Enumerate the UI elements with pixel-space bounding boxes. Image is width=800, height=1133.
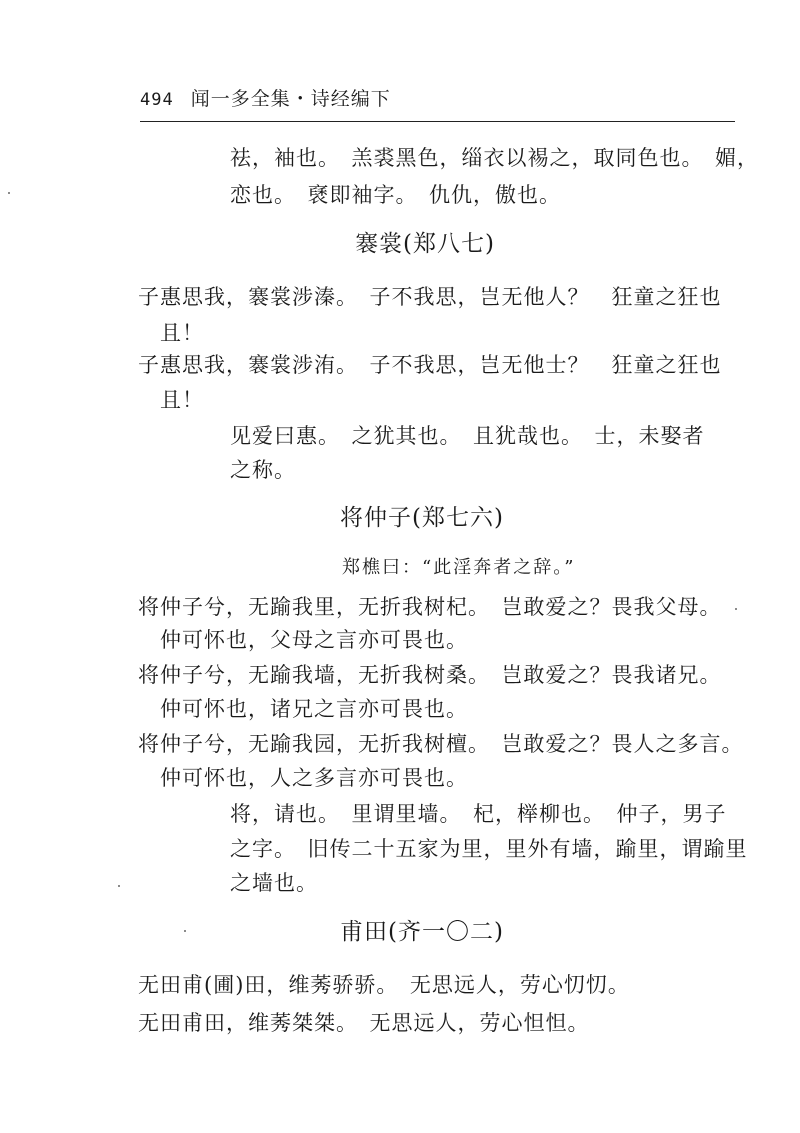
note-line: 恋也。 褎即袖字。 仇仇，傲也。 [230,183,561,207]
poem-line: 子惠思我，褰裳涉洧。 子不我思，岂无他士？ 狂童之狂也 [138,353,722,377]
note-line: 将，请也。 里谓里墙。 杞，榉柳也。 仲子，男子 [230,802,727,826]
poem-line: 将仲子兮，无踰我园，无折我树檀。 岂敢爱之？畏人之多言。 [138,732,744,756]
poem-line: 将仲子兮，无踰我墙，无折我树桑。 岂敢爱之？畏我诸兄。 [138,663,722,687]
poem-line: 仲可怀也，父母之言亦可畏也。 [160,628,468,652]
poem-line: 仲可怀也，诸兄之言亦可畏也。 [160,697,468,721]
quote-line: 郑樵曰：“此淫奔者之辞。” [342,557,576,578]
scan-speck [8,192,10,194]
running-title: 闻一多全集・诗经编下 [190,88,391,110]
poem-title: 褰裳(郑八七) [355,231,495,257]
note-line: 之称。 [230,458,296,482]
poem-line: 仲可怀也，人之多言亦可畏也。 [160,766,468,790]
poem-line: 将仲子兮，无踰我里，无折我树杞。 岂敢爱之？畏我父母。 [138,595,722,619]
poem-title: 甫田(齐一〇二) [340,919,504,945]
page-number: 494 [140,90,174,110]
poem-line: 且！ [160,388,204,412]
header-rule [140,121,735,122]
poem-line: 子惠思我，褰裳涉溱。 子不我思，岂无他人？ 狂童之狂也 [138,285,722,309]
poem-line: 无田甫田，维莠桀桀。 无思远人，劳心怛怛。 [138,1011,590,1035]
poem-line: 无田甫(圃)田，维莠骄骄。 无思远人，劳心忉忉。 [138,973,630,997]
scan-speck [184,930,186,932]
poem-line: 且！ [160,321,204,345]
note-line: 见爱曰惠。 之犹其也。 且犹哉也。 士，未娶者 [230,424,705,448]
note-line: 祛，袖也。 羔裘黑色，缁衣以裼之，取同色也。 媚， [230,146,759,170]
note-line: 之墙也。 [230,871,318,895]
note-line: 之字。 旧传二十五家为里，里外有墙，踰里，谓踰里 [230,837,748,861]
running-header [140,86,735,113]
scan-speck [118,885,120,887]
scan-speck [735,608,737,610]
poem-title: 将仲子(郑七六) [340,505,504,531]
